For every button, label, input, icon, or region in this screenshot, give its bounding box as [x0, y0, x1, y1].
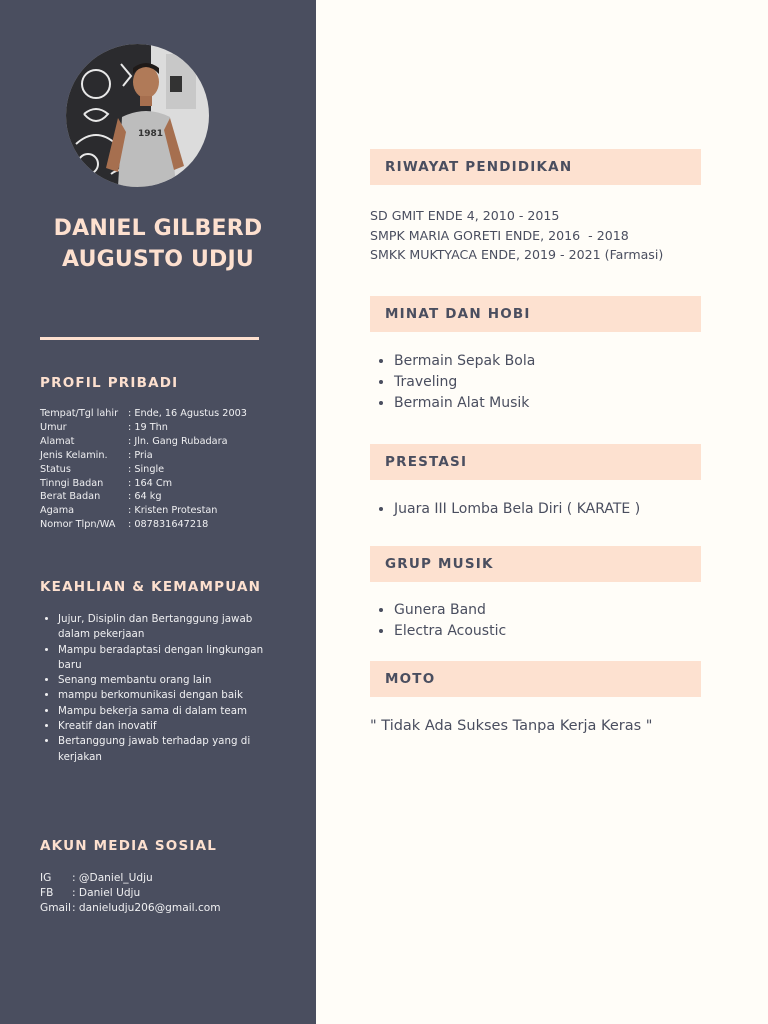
skills-list [40, 612, 280, 765]
profile-value: : 19 Thn [128, 421, 168, 433]
motto-heading [370, 661, 701, 697]
education-item: SMKK MUKTYACA ENDE, 2019 - 2021 (Farmasi) [370, 247, 664, 262]
sidebar [0, 0, 316, 1024]
skill-item: • Senang membantu orang lain [58, 673, 280, 688]
social-key: IG [40, 872, 52, 884]
hobbies-heading [370, 296, 701, 332]
profile-photo-graphic [66, 44, 209, 187]
education-list [370, 206, 663, 265]
education-item: SD GMIT ENDE 4, 2010 - 2015 [370, 208, 560, 223]
profile-key: Alamat [40, 435, 75, 447]
profile-row [40, 421, 247, 435]
profile-key: Tinngi Badan [40, 477, 104, 489]
education-heading [370, 149, 701, 185]
hobby-item: • Bermain Alat Musik [394, 393, 535, 414]
music-group-item: • Gunera Band [394, 600, 506, 621]
profile-table [40, 407, 247, 532]
skill-item: • Jujur, Disiplin dan Bertanggung jawab dalam pekerjaan [58, 612, 280, 643]
social-row [40, 901, 221, 916]
social-value: : Daniel Udju [72, 887, 141, 900]
profile-value: : Kristen Protestan [128, 505, 218, 517]
profile-key: Umur [40, 421, 67, 433]
social-key: Gmail [40, 902, 71, 915]
education-heading-label: RIWAYAT PENDIDIKAN [385, 159, 573, 175]
skill-item: • Mampu beradaptasi dengan lingkungan baru [58, 643, 280, 674]
hobbies-heading-label: MINAT DAN HOBI [385, 306, 531, 322]
profile-value: : 64 kg [128, 491, 162, 503]
person-name: DANIEL GILBERD AUGUSTO UDJU [53, 216, 263, 272]
profile-heading: PROFIL PRIBADI [40, 375, 179, 391]
achievements-heading-label: PRESTASI [385, 454, 468, 470]
achievements-list [376, 499, 640, 520]
profile-key: Tempat/Tgl lahir [40, 408, 119, 419]
motto-text: " Tidak Ada Sukses Tanpa Kerja Keras " [370, 718, 653, 734]
skill-item: • mampu berkomunikasi dengan baik [58, 688, 280, 703]
profile-key: Nomor Tlpn/WA [40, 519, 116, 531]
social-table [40, 871, 221, 917]
profile-key: Jenis Kelamin. [40, 449, 108, 461]
hobby-item: • Bermain Sepak Bola [394, 351, 535, 372]
music-heading-label: GRUP MUSIK [385, 556, 494, 572]
name-divider [40, 337, 259, 340]
profile-row [40, 435, 247, 449]
profile-value: : 164 Cm [128, 477, 173, 489]
profile-row [40, 518, 247, 532]
skill-item: • Kreatif dan inovatif [58, 719, 280, 734]
profile-value: : Single [128, 463, 165, 475]
social-value: : @Daniel_Udju [72, 872, 153, 884]
profile-value: : Jln. Gang Rubadara [128, 435, 228, 447]
achievement-item: • Juara III Lomba Bela Diri ( KARATE ) [394, 499, 640, 520]
education-item: SMPK MARIA GORETI ENDE, 2016 - 2018 [370, 227, 629, 243]
social-key: FB [40, 887, 54, 900]
music-list [376, 600, 506, 642]
motto-heading-label: MOTO [385, 671, 436, 687]
hobbies-list [376, 351, 535, 414]
svg-text:1981: 1981 [138, 129, 164, 139]
hobby-item: • Traveling [394, 372, 535, 393]
profile-value: : 087831647218 [128, 519, 209, 531]
achievements-heading [370, 444, 701, 480]
music-group-item: • Electra Acoustic [394, 621, 506, 642]
profile-photo [66, 44, 209, 187]
profile-key: Berat Badan [40, 491, 101, 503]
profile-row [40, 449, 247, 463]
profile-row [40, 463, 247, 477]
profile-row [40, 477, 247, 491]
skill-item: • Bertanggung jawab terhadap yang di kerjakan [58, 734, 280, 765]
profile-row [40, 490, 247, 504]
social-row [40, 871, 221, 886]
music-heading [370, 546, 701, 582]
profile-row [40, 407, 247, 421]
profile-row [40, 504, 247, 518]
social-heading: AKUN MEDIA SOSIAL [40, 838, 218, 854]
profile-value: : Ende, 16 Agustus 2003 [128, 408, 247, 419]
profile-value: : Pria [128, 449, 153, 461]
skill-item: • Mampu bekerja sama di dalam team [58, 704, 280, 719]
profile-key: Status [40, 463, 71, 475]
social-value: : danieludju206@gmail.com [72, 902, 221, 915]
social-row [40, 886, 221, 901]
skills-heading: KEAHLIAN & KEMAMPUAN [40, 579, 262, 595]
profile-key: Agama [40, 505, 75, 517]
